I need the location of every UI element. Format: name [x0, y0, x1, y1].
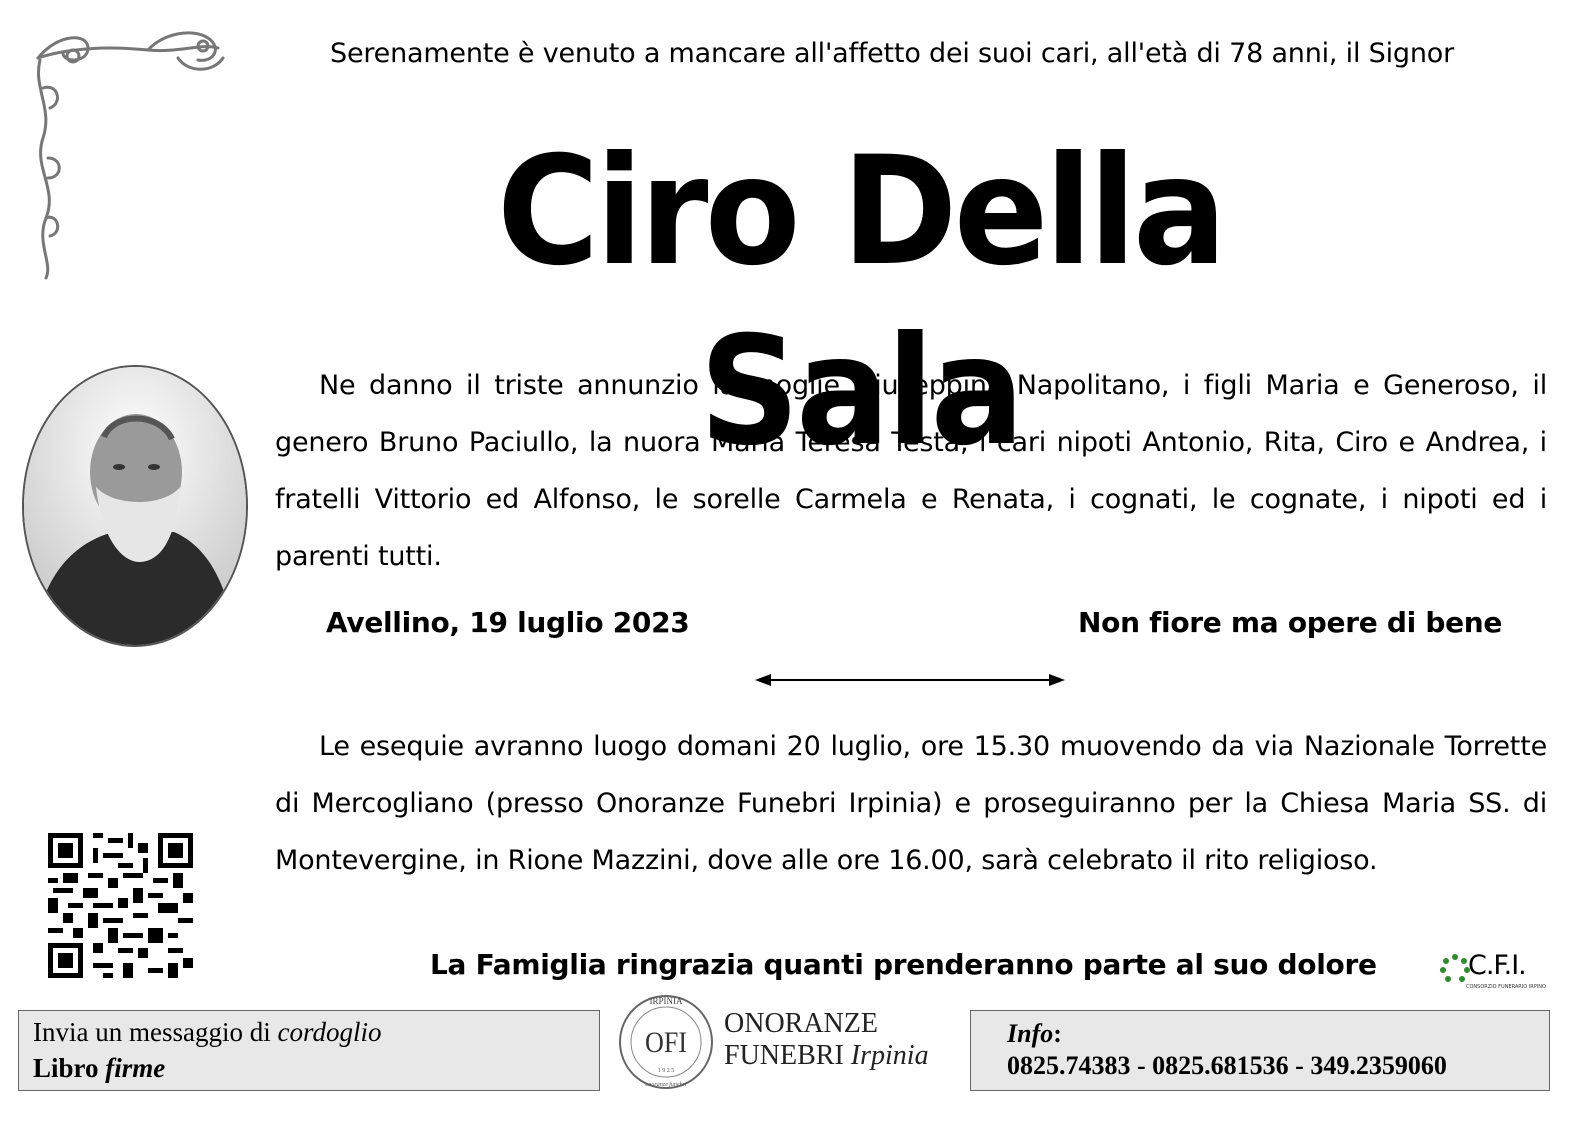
condolence-link[interactable]	[33, 1017, 381, 1048]
guestbook-text: Libro	[33, 1053, 106, 1083]
brand-line-1: ONORANZE	[724, 1008, 878, 1039]
brand-line-2	[724, 1040, 929, 1072]
phone-numbers[interactable]: 0825.74383 - 0825.681536 - 349.2359060	[1007, 1051, 1447, 1080]
info-label-colon: :	[1053, 1019, 1062, 1048]
announcement-paragraph	[275, 357, 1547, 585]
double-arrow-icon	[755, 670, 1065, 690]
onoranze-seal-icon	[616, 992, 716, 1092]
announcement-text: Ne danno il triste annunzio la moglie Giuseppina Napolitano, i figli Maria e Generoso, il genero Bruno Paciullo, la nuora Maria Teresa Testa, i cari nipoti Antonio, Rita, Ciro e Andrea, i fratelli Vittorio ed Alfonso, le sorelle Carmela e Renata, i cognati, le cognate, i nipoti ed i parenti tutti.	[275, 370, 1547, 572]
svg-text:IRPINIA: IRPINIA	[649, 996, 683, 1006]
info-label-text: Info	[1007, 1019, 1054, 1048]
condolence-box[interactable]	[18, 1010, 600, 1091]
thanks-line: La Famiglia ringrazia quanti prenderanno parte al suo dolore	[430, 948, 1377, 981]
brand-line-2-emphasis: Irpinia	[850, 1040, 929, 1071]
cfi-logo-icon	[1440, 950, 1546, 998]
guestbook-link[interactable]	[33, 1053, 165, 1084]
svg-text:onoranze funebri: onoranze funebri	[645, 1082, 687, 1088]
qr-code-icon[interactable]	[48, 833, 193, 978]
info-box	[970, 1010, 1550, 1091]
place-date: Avellino, 19 luglio 2023	[326, 606, 690, 639]
guestbook-emphasis: firme	[105, 1053, 166, 1083]
corner-flourish-icon	[28, 28, 238, 288]
intro-text: Serenamente è venuto a mancare all'affetto dei suoi cari, all'età di 78 anni, il Signor	[330, 38, 1454, 69]
portrait-photo	[22, 365, 248, 647]
brand-line-2-text: FUNEBRI	[724, 1040, 851, 1071]
deceased-name: Ciro Della Sala	[496, 125, 1224, 479]
svg-text:OFI: OFI	[645, 1026, 687, 1059]
brand-name	[724, 1008, 929, 1072]
cfi-logo-subtitle: CONSORZIO FUNERARIO IRPINO	[1466, 984, 1546, 990]
no-flowers-note: Non fiore ma opere di bene	[1078, 606, 1503, 639]
cfi-logo-text: C.F.I.	[1468, 950, 1526, 981]
condolence-emphasis: cordoglio	[277, 1017, 382, 1047]
funeral-paragraph	[275, 718, 1547, 889]
info-label	[1007, 1019, 1062, 1049]
svg-text:1 9 2 5: 1 9 2 5	[657, 1068, 675, 1074]
condolence-text: Invia un messaggio di	[33, 1017, 278, 1047]
funeral-text: Le esequie avranno luogo domani 20 luglio, ore 15.30 muovendo da via Nazionale Torrette di Mercogliano (presso Onoranze Funebri Irpinia) e proseguiranno per la Chiesa Maria SS. di Montevergine, in Rione Mazzini, dove alle ore 16.00, sarà celebrato il rito religioso.	[275, 731, 1547, 876]
